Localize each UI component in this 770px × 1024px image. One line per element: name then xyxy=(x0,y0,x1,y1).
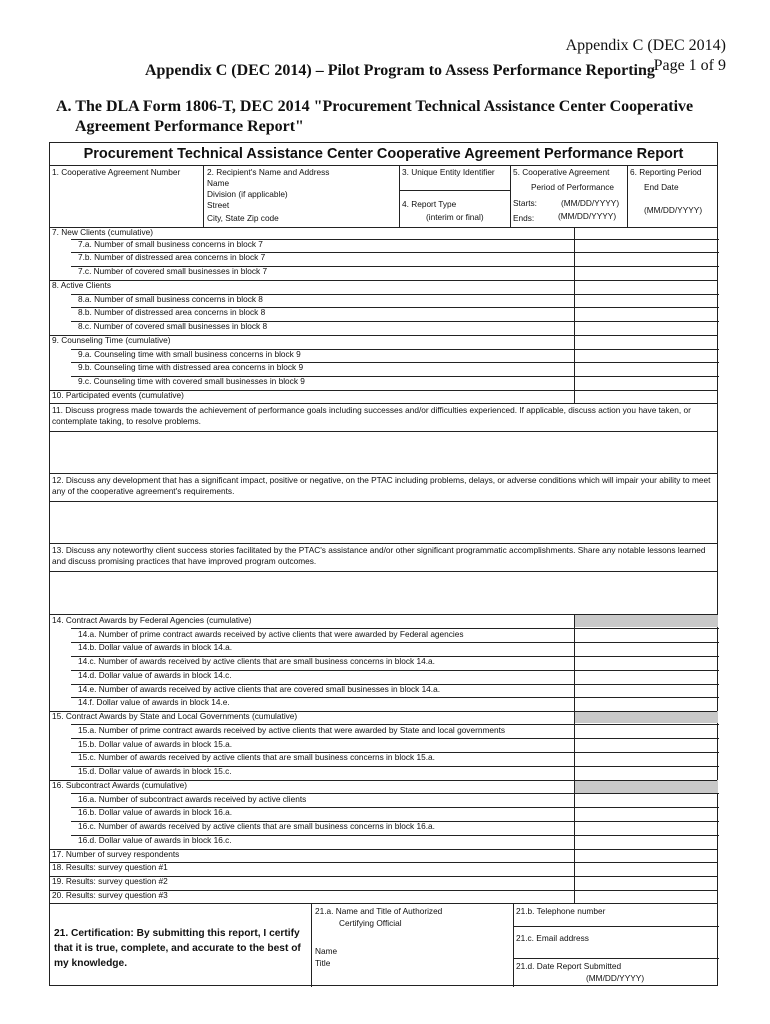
box2-line: Name xyxy=(207,178,230,188)
row-label: 16. Subcontract Awards (cumulative) xyxy=(52,780,187,790)
row-label: 16.b. Dollar value of awards in block 16.a. xyxy=(78,807,233,817)
row-label: 14.a. Number of prime contract awards received by active clients that were awarded by Federal agencies xyxy=(78,629,464,639)
box2-line: Street xyxy=(207,200,230,210)
box5-ends-format: (MM/DD/YYYY) xyxy=(558,211,617,221)
box6-format: (MM/DD/YYYY) xyxy=(644,205,703,215)
q12-text: 12. Discuss any development that has a significant impact, positive or negative, on the PTAC including problems, delays, or adverse conditions which will impair your ability to meet any of the cooperative agreement's requirements. xyxy=(52,475,711,496)
performance-report-form xyxy=(49,142,718,986)
box21d-title: 21.d. Date Report Submitted xyxy=(516,961,622,971)
row-label: 9.a. Counseling time with small business concerns in block 9 xyxy=(78,349,301,359)
row-label: 16.d. Dollar value of awards in block 16.c. xyxy=(78,835,232,845)
box21a-sub: Certifying Official xyxy=(339,918,402,928)
page-number: Page 1 of 9 xyxy=(653,57,726,74)
shaded-cell xyxy=(575,615,718,627)
q13-text: 13. Discuss any noteworthy client success stories facilitated by the PTAC's assistance and/or other significant programmatic accomplishments. Share any notable lessons learned and discuss promising practices that have improved program outcomes. xyxy=(52,545,706,566)
box21a-title-label: Title xyxy=(315,958,331,968)
certification-statement: 21. Certification: By submitting this report, I certify that it is true, complete, and accurate to the best of my knowledge. xyxy=(54,928,301,969)
document-title: Appendix C (DEC 2014) – Pilot Program to Assess Performance Reporting xyxy=(145,62,655,79)
box5-title: 5. Cooperative Agreement xyxy=(513,167,610,177)
row-label: 10. Participated events (cumulative) xyxy=(52,390,184,400)
row-label: 9.b. Counseling time with distressed area concerns in block 9 xyxy=(78,362,304,372)
row-label: 14.e. Number of awards received by active clients that are covered small businesses in block 14.a. xyxy=(78,684,441,694)
row-label: 14.d. Dollar value of awards in block 14.c. xyxy=(78,670,232,680)
box4-sub: (interim or final) xyxy=(426,212,484,222)
box5-starts-format: (MM/DD/YYYY) xyxy=(561,198,620,208)
row-label: 16.c. Number of awards received by active clients that are small business concerns in block 16.a. xyxy=(78,821,435,831)
row-label: 15.c. Number of awards received by active clients that are small business concerns in block 15.a. xyxy=(78,752,435,762)
row-label: 8.a. Number of small business concerns in block 8 xyxy=(78,294,263,304)
row-label: 7.b. Number of distressed area concerns in block 7 xyxy=(78,252,266,262)
row-label: 7.c. Number of covered small businesses in block 7 xyxy=(78,266,268,276)
box5-ends-label: Ends: xyxy=(513,213,535,223)
form-title: Procurement Technical Assistance Center Cooperative Agreement Performance Report xyxy=(50,143,717,166)
appendix-tag: Appendix C (DEC 2014) xyxy=(565,37,726,54)
box4-title: 4. Report Type xyxy=(402,199,457,209)
box2-title: 2. Recipient's Name and Address xyxy=(207,167,330,177)
box5-sub: Period of Performance xyxy=(531,182,615,192)
row-label: 7. New Clients (cumulative) xyxy=(52,227,153,237)
row-label: 7.a. Number of small business concerns in block 7 xyxy=(78,239,263,249)
row-label: 9.c. Counseling time with covered small businesses in block 9 xyxy=(78,376,305,386)
row-label: 19. Results: survey question #2 xyxy=(52,876,168,886)
row-label: 9. Counseling Time (cumulative) xyxy=(52,335,171,345)
row-label: 8.c. Number of covered small businesses in block 8 xyxy=(78,321,268,331)
section-a-heading: A. The DLA Form 1806-T, DEC 2014 "Procurement Technical Assistance Center Cooperative Agreement Performance Report" xyxy=(56,98,694,135)
box21a-title: 21.a. Name and Title of Authorized xyxy=(315,906,443,916)
row-label: 15.d. Dollar value of awards in block 15.c. xyxy=(78,766,232,776)
row-label: 14. Contract Awards by Federal Agencies (cumulative) xyxy=(52,615,252,625)
row-label: 8.b. Number of distressed area concerns in block 8 xyxy=(78,307,266,317)
box3-label: 3. Unique Entity Identifier xyxy=(402,167,495,177)
shaded-cell xyxy=(575,780,718,793)
row-label: 15.a. Number of prime contract awards received by active clients that were awarded by State and local governments xyxy=(78,725,506,735)
box6-title: 6. Reporting Period xyxy=(630,167,702,177)
box1-label: 1. Cooperative Agreement Number xyxy=(52,167,181,177)
row-label: 16.a. Number of subcontract awards received by active clients xyxy=(78,794,307,804)
q11-text: 11. Discuss progress made towards the achievement of performance goals including successes and/or difficulties experienced. If applicable, discuss action you have taken, or contemplate taking, to resolve problems. xyxy=(52,405,691,426)
box5-starts-label: Starts: xyxy=(513,198,537,208)
box21c-label: 21.c. Email address xyxy=(516,933,589,943)
row-label: 15. Contract Awards by State and Local Governments (cumulative) xyxy=(52,711,298,721)
row-label: 15.b. Dollar value of awards in block 15.a. xyxy=(78,739,233,749)
row-label: 14.b. Dollar value of awards in block 14.a. xyxy=(78,642,233,652)
row-label: 14.f. Dollar value of awards in block 14.e. xyxy=(78,697,230,707)
box21d-format: (MM/DD/YYYY) xyxy=(586,973,645,983)
row-label: 17. Number of survey respondents xyxy=(52,849,180,859)
row-label: 18. Results: survey question #1 xyxy=(52,862,168,872)
box2-line: Division (if applicable) xyxy=(207,189,288,199)
shaded-cell xyxy=(575,711,718,723)
box2-line: City, State Zip code xyxy=(207,213,279,223)
row-label: 20. Results: survey question #3 xyxy=(52,890,168,900)
box21a-name: Name xyxy=(315,946,338,956)
row-label: 8. Active Clients xyxy=(52,280,112,290)
box21b-label: 21.b. Telephone number xyxy=(516,906,606,916)
box6-sub: End Date xyxy=(644,182,679,192)
row-label: 14.c. Number of awards received by active clients that are small business concerns in block 14.a. xyxy=(78,656,435,666)
